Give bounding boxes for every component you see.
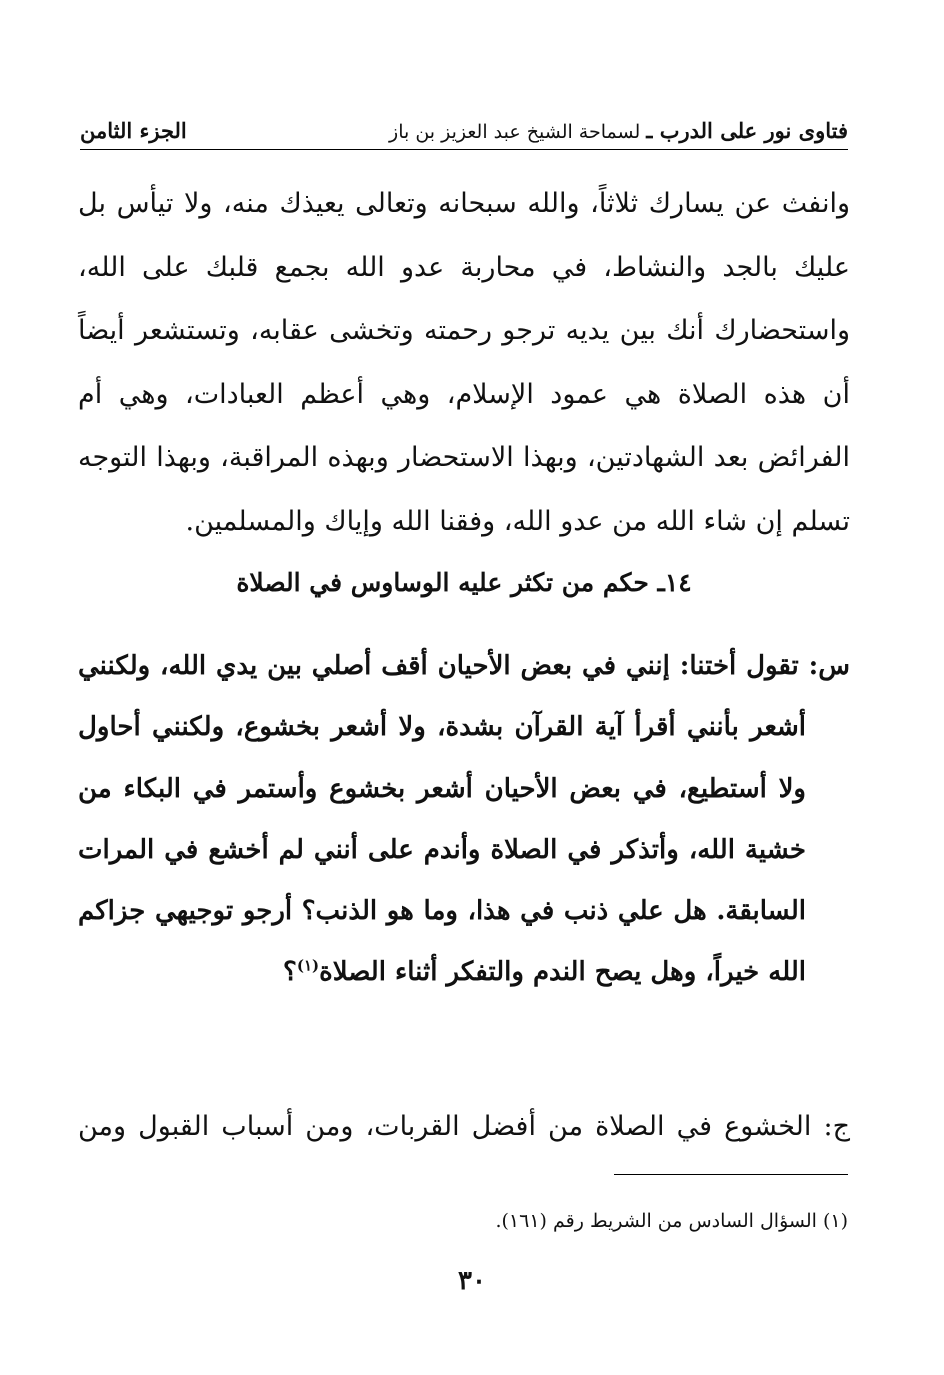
answer-paragraph: ج: الخشوع في الصلاة من أفضل القربات، ومن أسباب القبول ومن xyxy=(78,1111,850,1142)
author-name: لسماحة الشيخ عبد العزيز بن باز xyxy=(389,121,641,143)
book-title: فتاوى نور على الدرب ـ xyxy=(646,118,848,143)
section-heading: ١٤ـ حكم من تكثر عليه الوساوس في الصلاة xyxy=(236,568,692,597)
question-text: تقول أختنا: إنني في بعض الأحيان أقف أصلي بين يدي الله، ولكنني أشعر بأنني أقرأ آية القرآن بشدة، ولا أشعر بخشوع، ولكنني أحاول ولا أستطيع، في بعض الأحيان أشعر بخشوع وأستمر في البكاء من خشية الله، وأتذكر في الصلاة وأندم على أنني لم أخشع في المرات السابقة. هل علي ذنب في هذا، وما هو الذنب؟ أرجو توجيهي جزاكم الله خيراً، وهل يصح الندم والتفكر أثناء الصلاة xyxy=(78,651,806,988)
footnote-reference[interactable]: (١) xyxy=(296,956,320,975)
question-paragraph xyxy=(78,636,850,1004)
header-title-group xyxy=(389,118,848,143)
footnote: (١) السؤال السادس من الشريط رقم (١٦١). xyxy=(495,1210,848,1232)
footnote-divider xyxy=(614,1174,848,1175)
question-prefix: س: xyxy=(798,651,850,681)
question-end-mark: ؟ xyxy=(283,957,297,988)
running-header xyxy=(80,110,848,150)
part-label: الجزء الثامن xyxy=(80,118,187,143)
page-number: ٣٠ xyxy=(458,1266,486,1296)
paragraph-continuation: وانفث عن يسارك ثلاثاً، والله سبحانه وتعالى يعيذك منه، ولا تيأس بل عليك بالجد والنشاط، في محاربة عدو الله بجمع قلبك على الله، واستحضارك أنك بين يديه ترجو رحمته وتخشى عقابه، وتستشعر أيضاً أن هذه الصلاة هي عمود الإسلام، وهي أعظم العبادات، وهي أم الفرائض بعد الشهادتين، وبهذا الاستحضار وبهذه المراقبة، وبهذا التوجه تسلم إن شاء الله من عدو الله، وفقنا الله وإياك والمسلمين. xyxy=(78,188,850,537)
